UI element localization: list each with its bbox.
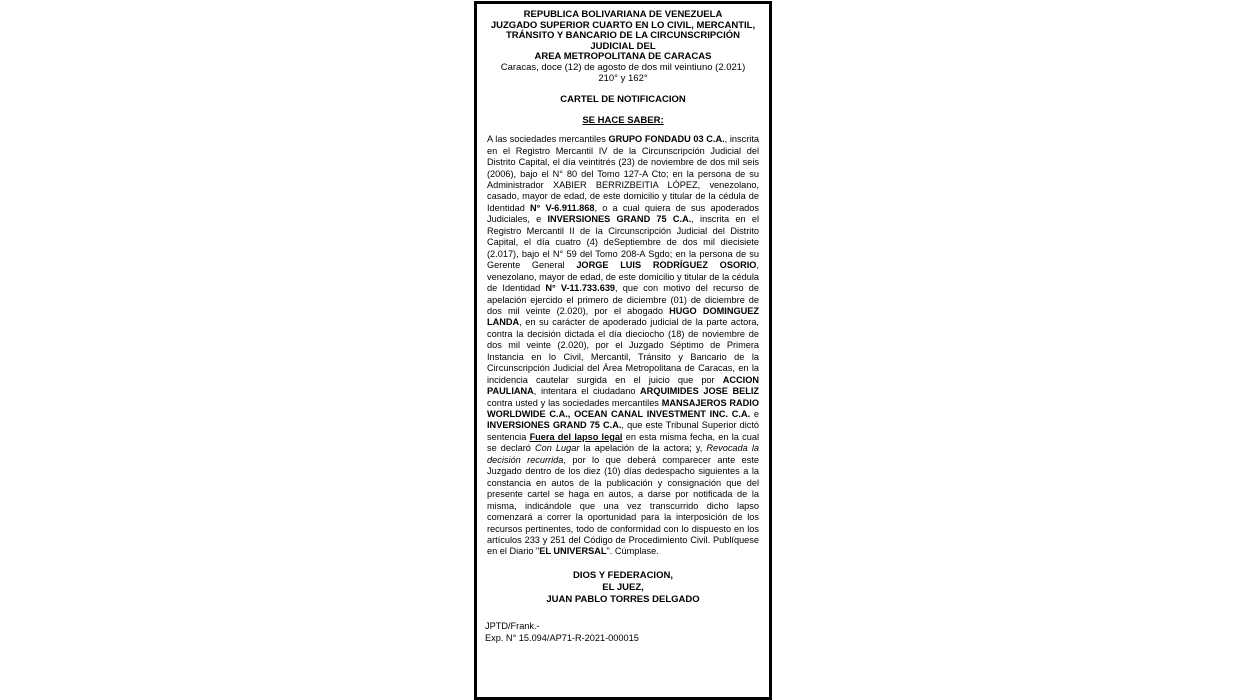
- header-line-2: JUZGADO SUPERIOR CUARTO EN LO CIVIL, MERCANTIL,: [490, 19, 756, 31]
- company-name: INVERSIONES GRAND 75 C.A.: [487, 420, 622, 431]
- body-text: , por lo que deberá comparecer ante este Juzgado dentro de los diez (10) días dedespacho siguientes a la constancia en autos de la publicación y consignación que del presente cartel se haga en autos, a darse por notificada de la misma, indicándole que una vez transcurrido dicho lapso comenzará a correr la oportunidad para la interposición de los recursos pertinentes, todo de conformidad con lo dispuesto en los artículos 233 y 251 del Código de Procedimiento Civil. Publíquese en el Diario ": [487, 454, 760, 557]
- date-line: Caracas, doce (12) de agosto de dos mil veintiuno (2.021): [500, 61, 746, 73]
- body-text: , o a cual quiera de sus apoderados Judiciales, e: [487, 202, 759, 225]
- notice-subtitle: SE HACE SABER:: [582, 115, 664, 127]
- id-number: N° V-6.911.868: [529, 202, 595, 213]
- judge-name: JUAN PABLO TORRES DELGADO: [546, 593, 700, 605]
- body-text: e: [750, 409, 759, 420]
- case-file-number: Exp. N° 15.094/AP71-R-2021-000015: [485, 632, 639, 643]
- body-text: , en su carácter de apoderado judicial de la parte actora, contra la decisión dictada el día dieciocho (18) de noviembre de dos mil veinte (2.020), por el Juzgado Séptimo de Primera Instancia en lo Civil, Mercantil, Tránsito y Bancario de la Circunscripción Judicial del Área Metropolitana de Caracas, en la incidencia cautelar surgida en el juicio que por: [487, 317, 759, 385]
- ruling-italic: Con Lugar: [535, 443, 580, 454]
- company-names: MANSAJEROS RADIO WORLDWIDE C.A., OCEAN CANAL INVESTMENT INC. C.A.: [487, 397, 759, 420]
- signature-line-2: EL JUEZ,: [602, 581, 644, 593]
- signature-line-1: DIOS Y FEDERACION,: [573, 569, 673, 581]
- case-type: ACCION PAULIANA: [487, 374, 759, 397]
- notice-content: [477, 4, 769, 645]
- body-text: la apelación de la actora; y,: [579, 443, 707, 454]
- body-text: , inscrita en el Registro Mercantil II de la Circunscripción Judicial del Distrito Capital, el día cuatro (4) deSeptiembre de dos mil diecisiete (2.017), bajo el N° 59 del Tomo 208-A Sgdo; en la persona de su Gerente General: [487, 214, 759, 271]
- ruling-italic: Revocada la decisión recurrida: [487, 443, 759, 465]
- court-header: [485, 10, 761, 63]
- footer-block: [485, 621, 761, 644]
- date-block: [485, 63, 761, 84]
- body-text: , que este Tribunal Superior dictó sentencia: [487, 420, 759, 442]
- body-text: en esta misma fecha, en la cual se declaró: [487, 431, 759, 454]
- ruling-phrase: Fuera del lapso legal: [529, 431, 623, 442]
- signature-block: [485, 570, 761, 605]
- header-line-1: REPUBLICA BOLIVARIANA DE VENEZUELA: [523, 9, 723, 20]
- company-name: INVERSIONES GRAND 75 C.A.: [547, 214, 692, 225]
- newspaper-name: EL UNIVERSAL: [539, 546, 607, 557]
- person-name: JORGE LUIS RODRÍGUEZ OSORIO: [576, 260, 757, 271]
- header-line-5: AREA METROPOLITANA DE CARACAS: [534, 51, 712, 63]
- body-text: , inscrita en el Registro Mercantil IV de la Circunscripción Judicial del Distrito Capital, el día veintitrés (23) de noviembre de dos mil seis (2006), bajo el N° 80 del Tomo 127-A Cto; en la persona de su Administrador XABIER BERRIZBEITIA LÓPEZ, venezolano, casado, mayor de edad, de este domicilio y titular de la cédula de Identidad: [487, 134, 759, 213]
- id-number: N° V-11.733.639: [545, 283, 616, 294]
- body-text: ". Cúmplase.: [606, 546, 659, 557]
- header-line-3: TRÁNSITO Y BANCARIO DE LA CIRCUNSCRIPCIÓN: [506, 30, 740, 42]
- body-text: A las sociedades mercantiles: [487, 134, 609, 145]
- header-line-4: JUDICIAL DEL: [590, 40, 656, 52]
- body-text: , intentara el ciudadano: [533, 386, 641, 397]
- notice-body: [485, 134, 761, 558]
- body-text: , que con motivo del recurso de apelación ejercido el primero de diciembre (01) de diciembre de dos mil veinte (2.020), por el abogado: [487, 283, 759, 316]
- years-line: 210° y 162°: [598, 72, 648, 84]
- person-name: ARQUIMIDES JOSE BELIZ: [640, 386, 759, 397]
- legal-notice: [474, 1, 772, 700]
- footer-initials: JPTD/Frank.-: [485, 621, 540, 632]
- body-text: contra usted y las sociedades mercantiles: [487, 397, 662, 408]
- company-name: GRUPO FONDADU 03 C.A.: [608, 134, 725, 145]
- notice-title: CARTEL DE NOTIFICACION: [560, 94, 686, 106]
- person-name: HUGO DOMINGUEZ LANDA: [487, 305, 760, 328]
- body-text: , venezolano, mayor de edad, de este domicilio y titular de la cédula de Identidad: [487, 260, 759, 294]
